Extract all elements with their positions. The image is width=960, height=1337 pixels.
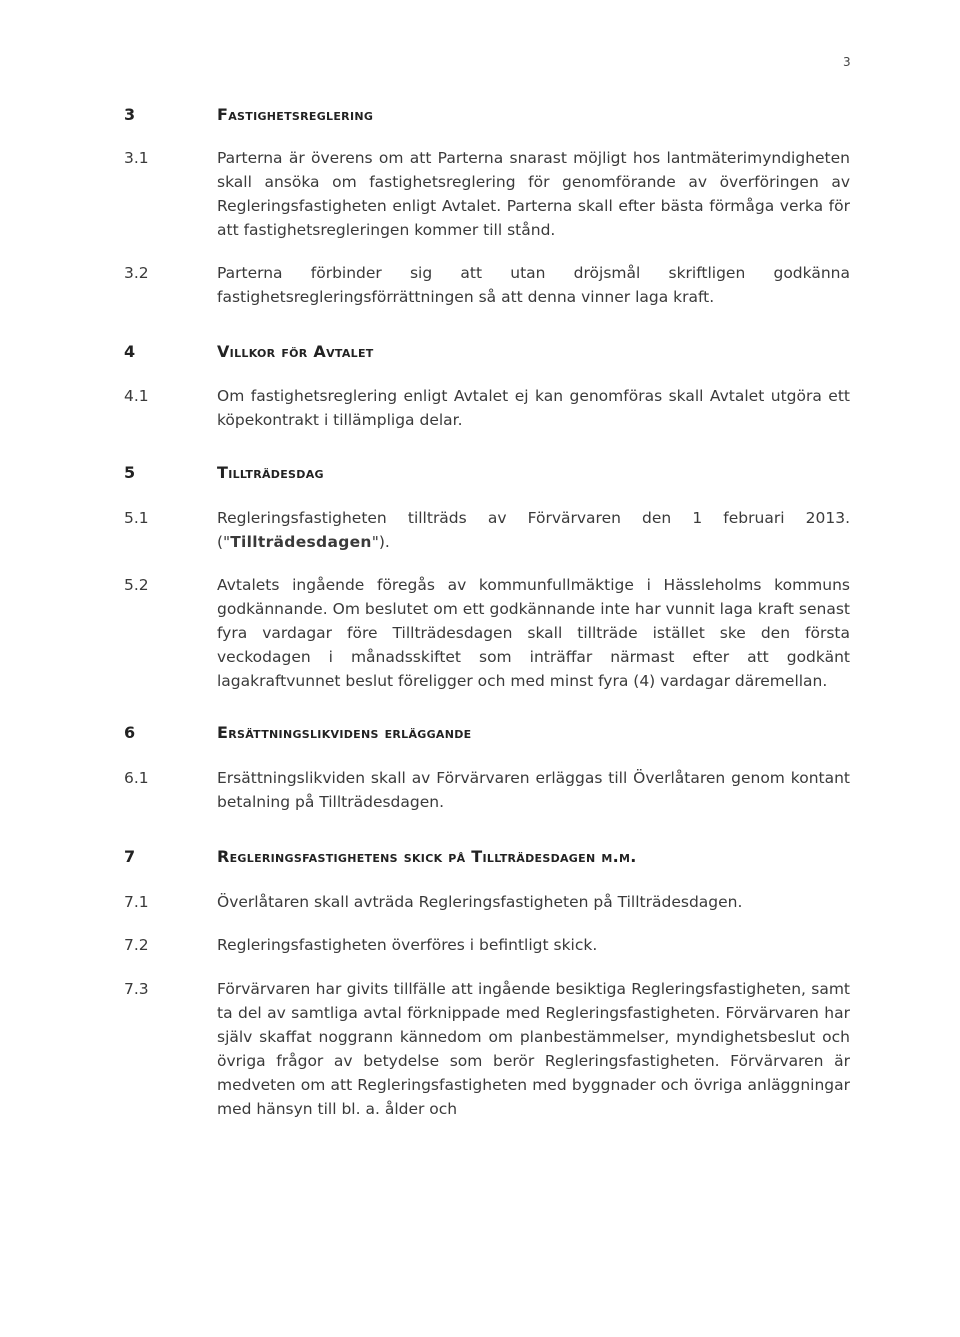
clause-text: Parterna är överens om att Parterna snarast möjligt hos lantmäterimyndigheten skall ansöka om fastighetsreglering för genomförande av överföringen av Regleringsfastigheten enligt Avtalet. Parterna skall efter bästa förmåga verka för att fastighetsregleringen kommer till stånd.: [217, 149, 850, 239]
clause-text: Om fastighetsreglering enligt Avtalet ej kan genomföras skall Avtalet utgöra ett köpekontrakt i tillämpliga delar.: [217, 387, 850, 429]
section-4-heading: [124, 340, 850, 364]
section-title: Fastighetsreglering: [217, 105, 374, 124]
clause-text: Ersättningslikviden skall av Förvärvaren erläggas till Överlåtaren genom kontant betalning på Tillträdesdagen.: [217, 769, 850, 811]
clause-number: 7.2: [124, 936, 149, 954]
section-title: Ersättningslikvidens erläggande: [217, 723, 472, 742]
section-number: 5: [124, 463, 136, 482]
clause-4-1: [124, 384, 850, 432]
clause-7-2: [124, 933, 850, 957]
section-number: 3: [124, 105, 136, 124]
clause-text: Parterna förbinder sig att utan dröjsmål skriftligen godkänna fastighetsregleringsförrättningen så att denna vinner laga kraft.: [217, 264, 850, 306]
clause-7-1: [124, 890, 850, 914]
clause-number: 6.1: [124, 769, 149, 787]
section-number: 6: [124, 723, 136, 742]
clause-7-3: [124, 977, 850, 1121]
section-6-heading: [124, 721, 850, 745]
clause-number: 5.2: [124, 576, 149, 594]
clause-number: 3.1: [124, 149, 149, 167]
clause-text: Regleringsfastigheten överföres i befintligt skick.: [217, 936, 598, 954]
clause-text-after: ").: [371, 533, 390, 551]
section-title: Villkor för Avtalet: [217, 342, 374, 361]
section-number: 7: [124, 847, 136, 866]
clause-6-1: [124, 766, 850, 814]
clause-text: Överlåtaren skall avträda Regleringsfastigheten på Tillträdesdagen.: [217, 893, 743, 911]
clause-text: Förvärvaren har givits tillfälle att ingående besiktiga Regleringsfastigheten, samt ta del av samtliga avtal förknippade med Regleringsfastigheten. Förvärvaren har själv skaffat noggrann kännedom om planbestämmelser, myndighetsbeslut och övriga frågor av betydelse som berör Regleringsfastigheten. Förvärvaren är medveten om att Regleringsfastigheten med byggnader och övriga anläggningar med hänsyn till bl. a. ålder och: [217, 980, 850, 1118]
clause-number: 5.1: [124, 509, 149, 527]
clause-5-2: [124, 573, 850, 693]
section-title: Tillträdesdag: [217, 463, 324, 482]
clause-text: [217, 506, 850, 554]
section-5-heading: [124, 461, 850, 485]
clause-number: 7.3: [124, 980, 149, 998]
clause-number: 3.2: [124, 264, 149, 282]
section-7-heading: [124, 845, 850, 869]
clause-5-1: [124, 506, 850, 554]
clause-text-before: Regleringsfastigheten tillträds av Förvärvaren den 1 februari 2013. (": [217, 509, 850, 551]
defined-term: Tillträdesdagen: [230, 533, 372, 551]
clause-number: 7.1: [124, 893, 149, 911]
clause-3-2: [124, 261, 850, 309]
page-number: 3: [843, 55, 851, 69]
section-title: Regleringsfastighetens skick på Tillträdesdagen m.m.: [217, 847, 637, 866]
clause-text: Avtalets ingående föregås av kommunfullmäktige i Hässleholms kommuns godkännande. Om beslutet om ett godkännande inte har vunnit laga kraft senast fyra vardagar före Tillträdesdagen skall tillträde istället ske den första veckodagen i månadsskiftet som inträffar närmast efter att godkänt lagakraftvunnet beslut föreligger och med minst fyra (4) vardagar däremellan.: [217, 576, 850, 690]
clause-3-1: [124, 146, 850, 242]
section-number: 4: [124, 342, 136, 361]
clause-number: 4.1: [124, 387, 149, 405]
section-3-heading: [124, 103, 850, 127]
